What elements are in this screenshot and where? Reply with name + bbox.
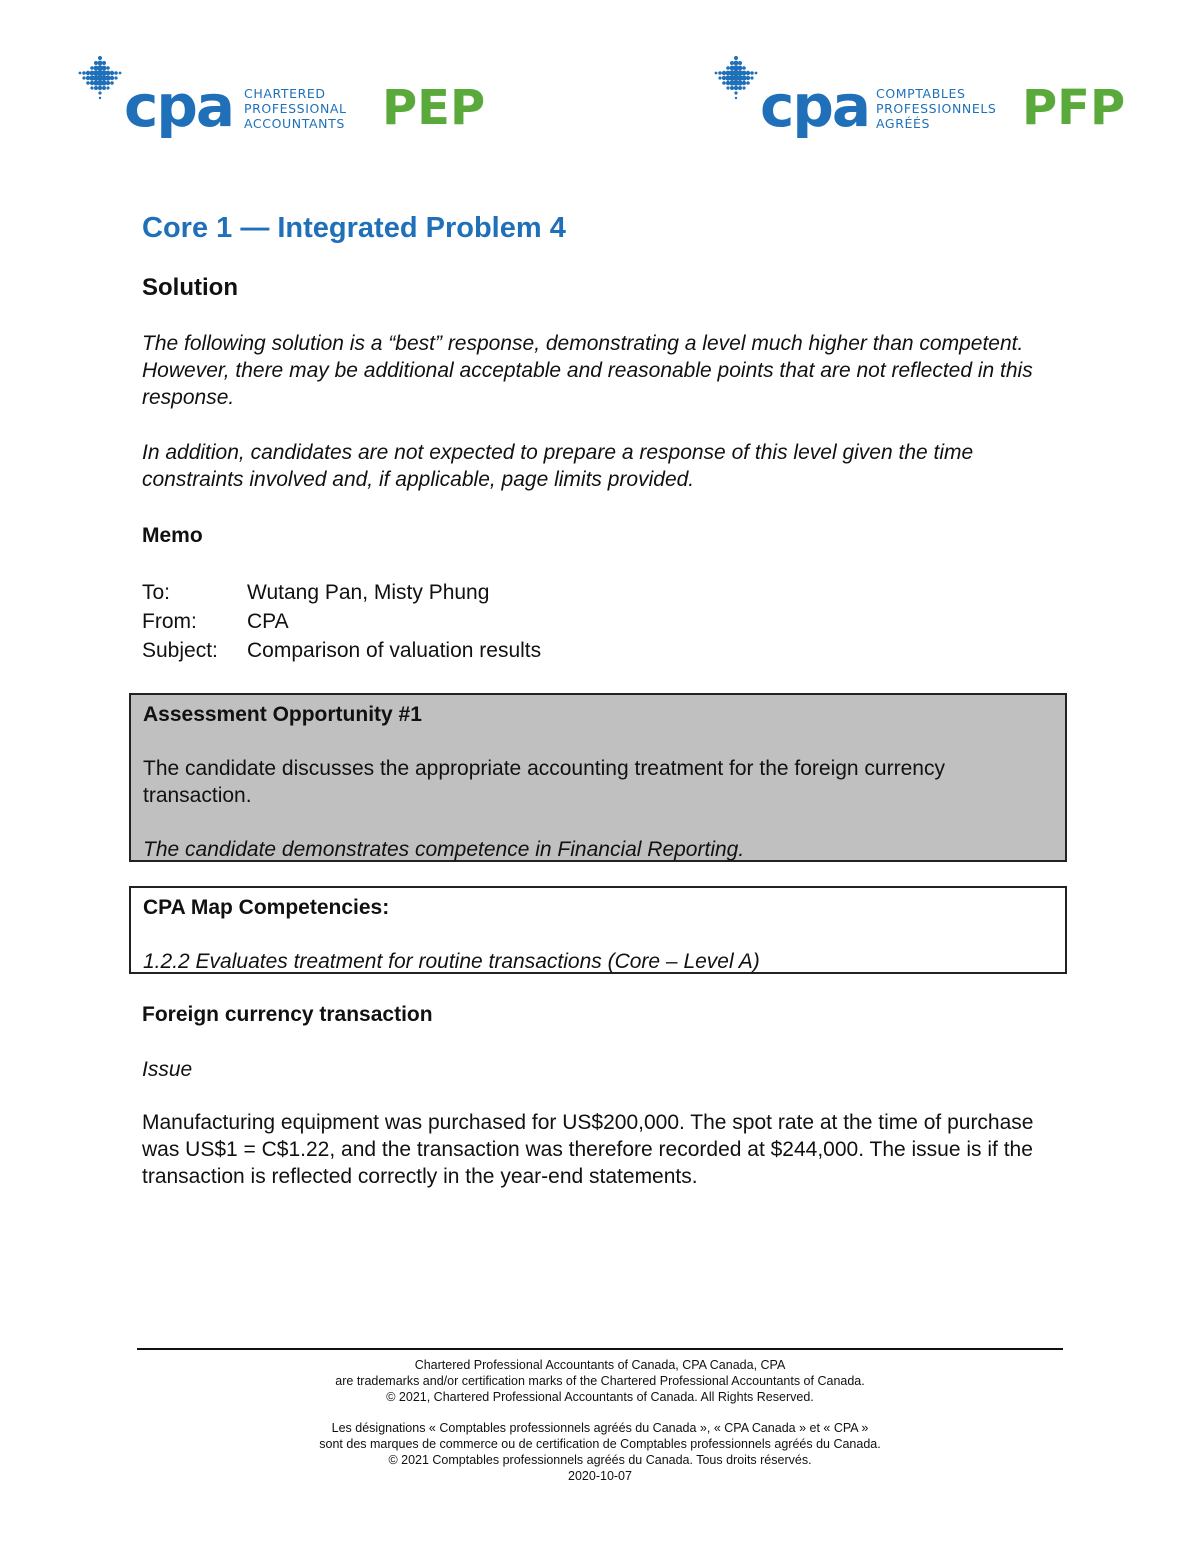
cpa-pfp-logo bbox=[710, 52, 1130, 142]
solution-heading: Solution bbox=[142, 274, 238, 301]
section-heading: Foreign currency transaction bbox=[142, 1003, 433, 1026]
competency-item: 1.2.2 Evaluates treatment for routine transactions (Core – Level A) bbox=[143, 950, 760, 973]
memo-subject-label: Subject: bbox=[142, 639, 218, 662]
assessment-heading: Assessment Opportunity #1 bbox=[143, 703, 422, 726]
memo-subject-row bbox=[142, 639, 541, 663]
assessment-competence: The candidate demonstrates competence in Financial Reporting. bbox=[143, 838, 745, 861]
intro-paragraph-1: The following solution is a “best” response, demonstrating a level much higher than competent. However, there may be additional acceptable and reasonable points that are not reflected in this response. bbox=[142, 332, 1033, 409]
memo-from-label: From: bbox=[142, 610, 197, 633]
memo-from-value: CPA bbox=[247, 610, 289, 633]
logo-subtitle: CHARTERED PROFESSIONAL ACCOUNTANTS bbox=[244, 86, 347, 131]
program-label: PFP bbox=[1022, 80, 1126, 136]
competencies-box bbox=[129, 886, 1067, 974]
intro-paragraph-2: In addition, candidates are not expected to prepare a response of this level given the time constraints involved and, if applicable, page limits provided. bbox=[142, 441, 974, 491]
memo-subject-value: Comparison of valuation results bbox=[247, 639, 542, 662]
assessment-text: The candidate discusses the appropriate accounting treatment for the foreign currency transaction. bbox=[143, 757, 945, 807]
memo-to-label: To: bbox=[142, 581, 171, 604]
cpa-wordmark: cpa bbox=[760, 72, 870, 140]
section-subheading: Issue bbox=[142, 1058, 193, 1081]
memo-from-row bbox=[142, 610, 289, 634]
maple-leaf-dots-icon bbox=[710, 52, 762, 104]
program-label: PEP bbox=[382, 80, 486, 136]
footer-french: Les désignations « Comptables professionnels agréés du Canada », « CPA Canada » et « CPA » sont des marques de commerce ou de certification de Comptables professionnels agréés du Canada. © 2021 Comptables professionnels agréés du Canada. Tous droits réservés. 2020-10-07 bbox=[142, 1420, 1058, 1484]
footer-divider bbox=[137, 1348, 1063, 1350]
cpa-pep-logo bbox=[74, 52, 494, 142]
competencies-heading: CPA Map Competencies: bbox=[143, 896, 390, 919]
page-title: Core 1 — Integrated Problem 4 bbox=[142, 212, 566, 244]
cpa-wordmark: cpa bbox=[124, 72, 234, 140]
memo-to-row bbox=[142, 581, 489, 605]
footer-english: Chartered Professional Accountants of Canada, CPA Canada, CPA are trademarks and/or certification marks of the Chartered Professional Accountants of Canada. © 2021, Chartered Professional Accountants of Canada. All Rights Reserved. bbox=[335, 1358, 865, 1404]
memo-heading: Memo bbox=[142, 524, 203, 547]
maple-leaf-dots-icon bbox=[74, 52, 126, 104]
logo-subtitle: COMPTABLES PROFESSIONNELS AGRÉÉS bbox=[876, 86, 997, 131]
assessment-opportunity-box bbox=[129, 693, 1067, 862]
footer-date: 2020-10-07 bbox=[568, 1469, 632, 1483]
memo-to-value: Wutang Pan, Misty Phung bbox=[247, 581, 490, 604]
section-text: Manufacturing equipment was purchased for US$200,000. The spot rate at the time of purchase was US$1 = C$1.22, and the transaction was therefore recorded at $244,000. The issue is if the transaction is reflected correctly in the year-end statements. bbox=[142, 1111, 1034, 1188]
